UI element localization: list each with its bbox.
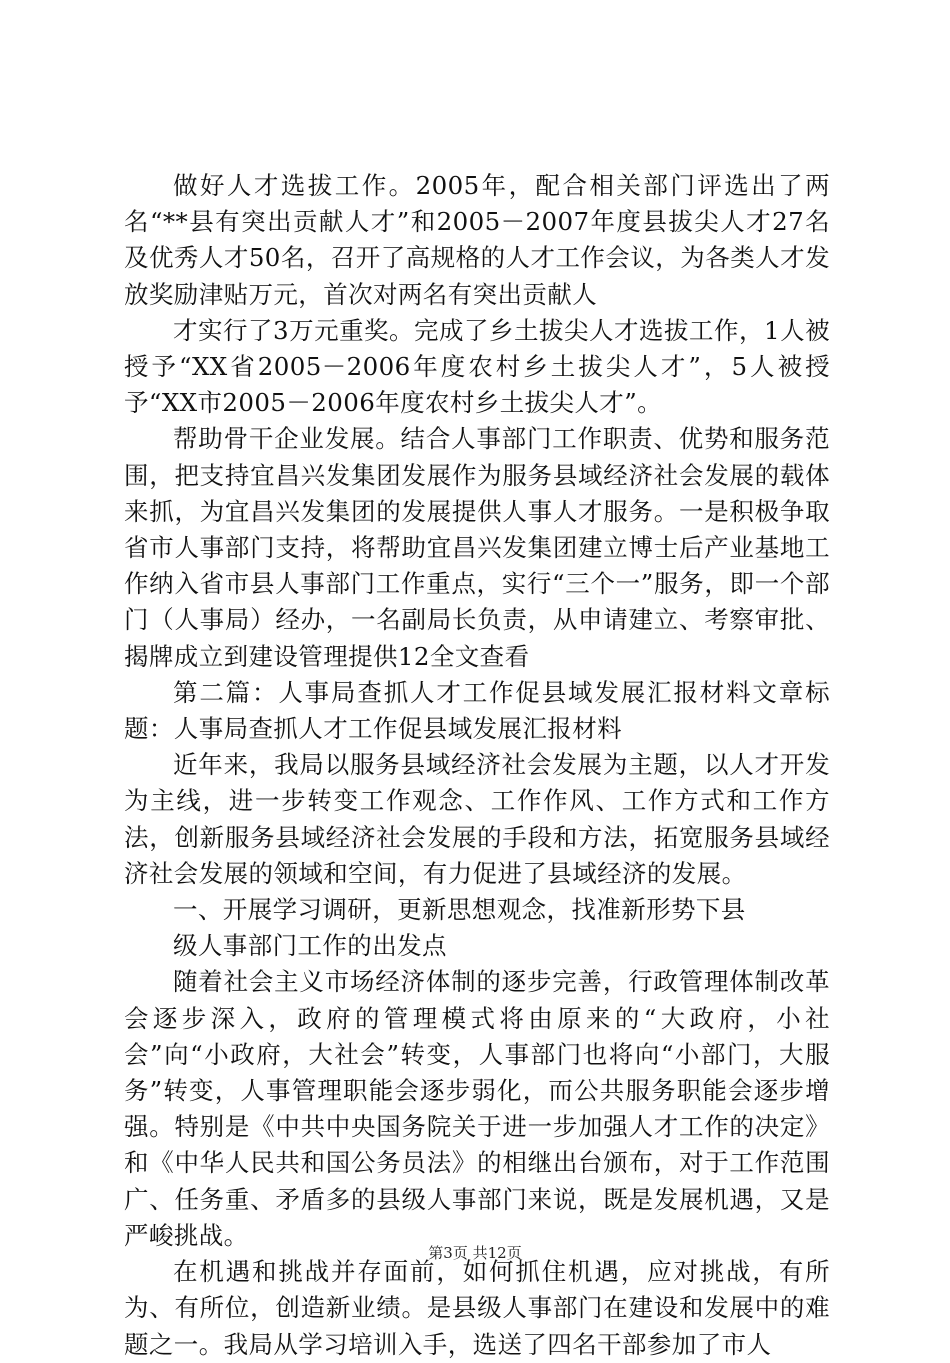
- section-heading-line-2: 级人事部门工作的出发点: [173, 931, 447, 961]
- paragraph-enterprise-support: 帮助骨干企业发展。结合人事部门工作职责、优势和服务范围，把支持宜昌兴发集团发展作为服务县域经济社会发展的载体来抓，为宜昌兴发集团的发展提供人事人才服务。一是积极争取省市人事部门支持，将帮助宜昌兴发集团建立博士后产业基地工作纳入省市县人事部门工作重点，实行“三个一”服务，即一个部门（人事局）经办，一名副局长负责，从申请建立、考察审批、揭牌成立到建设管理提供12全文查看: [124, 424, 830, 671]
- paragraph-opportunity-challenge: 在机遇和挑战并存面前，如何抓住机遇，应对挑战，有所为、有所位，创造新业绩。是县级人事部门在建设和发展中的难题之一。我局从学习培训入手，选送了四名干部参加了市人: [124, 1257, 830, 1359]
- page-number-label: 第3页 共12页: [428, 1244, 522, 1262]
- document-body: [124, 168, 830, 1363]
- page-footer: [0, 1243, 950, 1263]
- paragraph-market-reform: 随着社会主义市场经济体制的逐步完善，行政管理体制改革会逐步深入，政府的管理模式将由原来的“大政府，小社会”向“小政府，大社会”转变，人事部门也将向“小部门，大服务”转变，人事管理职能会逐步弱化，而公共服务职能会逐步增强。特别是《中共中央国务院关于进一步加强人才工作的决定》和《中华人民共和国公务员法》的相继出台颁布，对于工作范围广、任务重、矛盾多的县级人事部门来说，既是发展机遇，又是严峻挑战。: [124, 967, 830, 1250]
- section-heading-line-1: 一、开展学习调研，更新思想观念，找准新形势下县: [173, 895, 746, 925]
- paragraph-award-continuation: 才实行了3万元重奖。完成了乡土拔尖人才选拔工作，1人被授予“XX省2005－2006年度农村乡土拔尖人才”，5人被授予“XX市2005－2006年度农村乡土拔尖人才”。: [124, 315, 830, 418]
- paragraph-second-article-title: 第二篇：人事局查抓人才工作促县域发展汇报材料文章标题：人事局查抓人才工作促县域发展汇报材料: [124, 677, 830, 744]
- paragraph-intro: 近年来，我局以服务县域经济社会发展为主题，以人才开发为主线，进一步转变工作观念、工作作风、工作方式和工作方法，创新服务县域经济社会发展的手段和方法，拓宽服务县域经济社会发展的领域和空间，有力促进了县域经济的发展。: [124, 750, 830, 888]
- paragraph-talent-selection: 做好人才选拔工作。2005年，配合相关部门评选出了两名“**县有突出贡献人才”和2005－2007年度县拔尖人才27名及优秀人才50名，召开了高规格的人才工作会议，为各类人才发放奖励津贴万元，首次对两名有突出贡献人: [124, 171, 830, 309]
